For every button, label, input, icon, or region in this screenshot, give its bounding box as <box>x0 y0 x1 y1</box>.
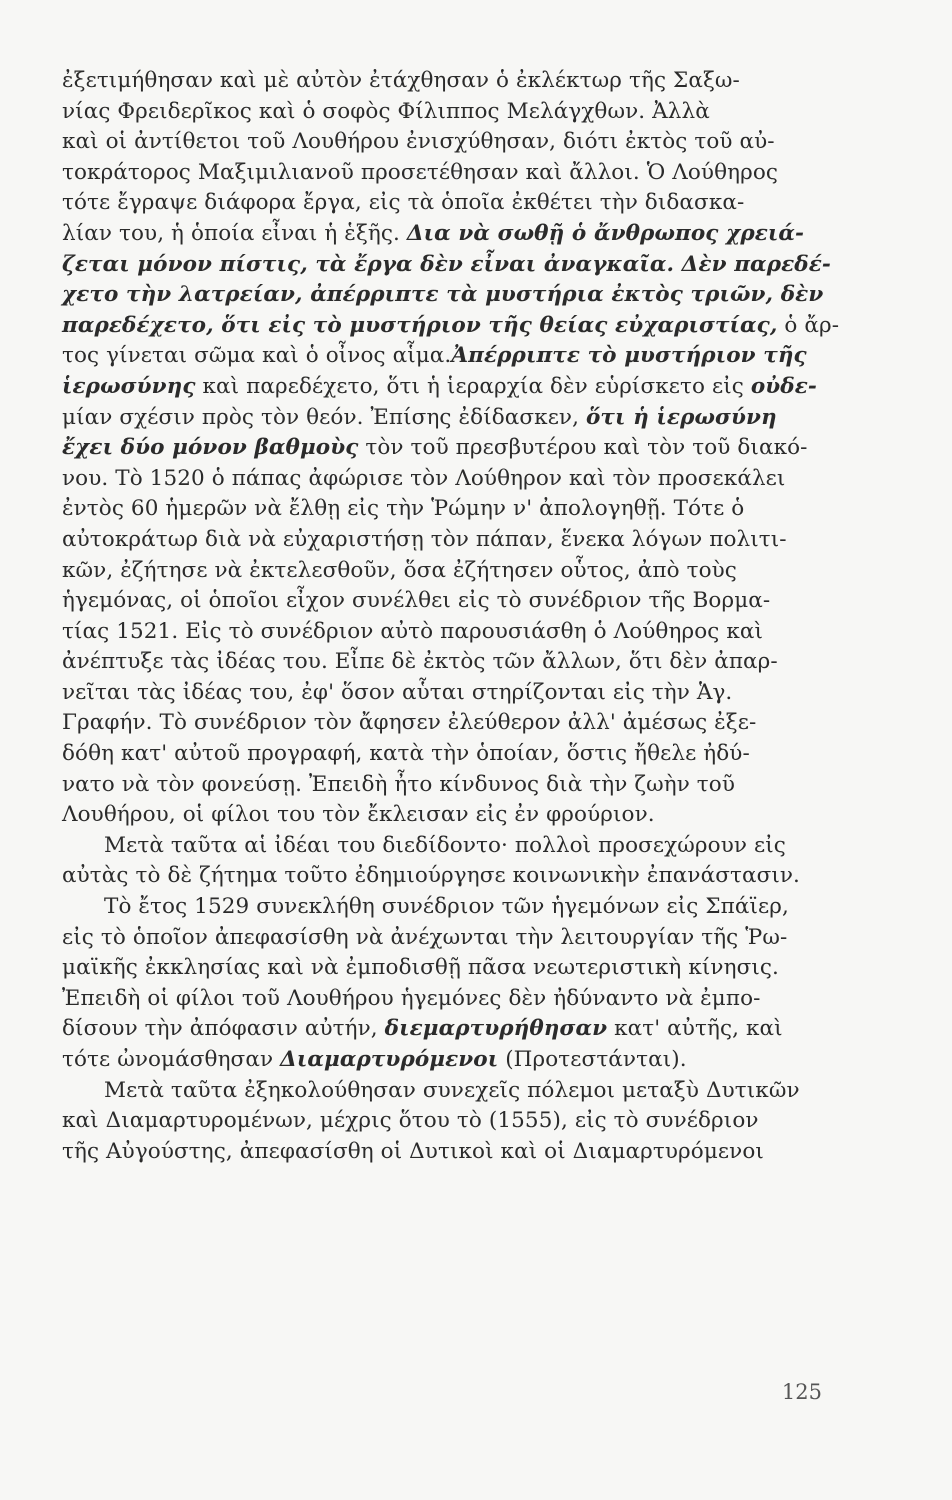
paragraph-luther-teaching <box>62 66 840 831</box>
text-run: (Προτεστάνται). <box>505 1047 687 1072</box>
emphasis: ὅτι ἡ ἱερωσύνη <box>585 404 777 430</box>
text-line: Τὸ ἔτος 1529 συνεκλήθη συνέδριον τῶν ἡγεμόνων εἰς Σπάϊερ, <box>104 894 789 920</box>
text-run: μίαν σχέσιν πρὸς τὸν θεόν. Ἐπίσης ἐδίδασκεν, <box>62 404 580 430</box>
text-run: ὁ ἄρ- <box>784 312 840 338</box>
text-line <box>62 372 822 403</box>
emphasis: Δια νὰ σωθῇ ὁ ἄνθρωπος χρειά- <box>406 220 805 246</box>
text-line <box>62 280 822 311</box>
text-run: λίαν του, ἡ ὁποία εἶναι ἡ ἑξῆς. <box>62 220 400 246</box>
text-line <box>62 1014 822 1045</box>
text-line: νίας Φρειδερῖκος καὶ ὁ σοφὸς Φίλιππος Μελάγχθων. Ἀλλὰ <box>62 98 710 124</box>
text-run: δίσουν τὴν ἀπόφασιν αὐτήν, <box>62 1016 378 1042</box>
text-line <box>62 311 840 342</box>
text-line: Μετὰ ταῦτα αἱ ἰδέαι του διεδίδοντο· πολλοὶ προσεχώρουν εἰς <box>104 832 786 858</box>
emphasis: ἱερωσύνης <box>62 373 196 399</box>
emphasis: χετο τὴν λατρείαν, ἀπέρριπτε τὰ μυστήρια ἐκτὸς τριῶν, δὲν <box>62 282 824 308</box>
text-run: τὸν τοῦ πρεσβυτέρου καὶ τὸν τοῦ διακό- <box>365 435 808 461</box>
paragraph-social-revolution <box>62 831 822 892</box>
paragraph-augsburg <box>62 1076 822 1168</box>
text-line: νατο νὰ τὸν φονεύσῃ. Ἐπειδὴ ἦτο κίνδυνος διὰ τὴν ζωὴν τοῦ <box>62 771 736 797</box>
text-line: αὐτοκράτωρ διὰ νὰ εὐχαριστήσῃ τὸν πάπαν, ἕνεκα λόγων πολιτι- <box>62 526 787 552</box>
text-line: Λουθήρου, οἱ φίλοι του τὸν ἔκλεισαν εἰς ἐν φρούριον. <box>62 802 655 828</box>
text-line <box>62 219 822 250</box>
text-line: τῆς Αὐγούστης, ἀπεφασίσθη οἱ Δυτικοὶ καὶ οἱ Διαμαρτυρόμενοι <box>62 1138 764 1164</box>
text-line: δόθη κατ' αὐτοῦ προγραφή, κατὰ τὴν ὁποίαν, ὅστις ἤθελε ἠδύ- <box>62 741 750 767</box>
text-line <box>62 1045 822 1076</box>
emphasis: ἔχει δύο μόνον βαθμοὺς <box>62 435 359 461</box>
emphasis: Διαμαρτυρόμενοι <box>280 1047 499 1072</box>
text-line: τοκράτορος Μαξιμιλιανοῦ προσετέθησαν καὶ ἄλλοι. Ὁ Λούθηρος <box>62 159 779 185</box>
text-line: ἡγεμόνας, οἱ ὁποῖοι εἶχον συνέλθει εἰς τὸ συνέδριον τῆς Βορμα- <box>62 588 771 614</box>
emphasis: ζεται μόνον πίστις, τὰ ἔργα δὲν εἶναι ἀναγκαῖα. Δὲν παρεδέ- <box>62 251 831 277</box>
emphasis: παρεδέχετο, ὅτι εἰς τὸ μυστήριον τῆς θείας εὐχαριστίας, <box>62 312 778 338</box>
text-line: τίας 1521. Εἰς τὸ συνέδριον αὐτὸ παρουσιάσθη ὁ Λούθηρος καὶ <box>62 618 764 644</box>
emphasis: οὐδε- <box>750 373 817 399</box>
emphasis: Ἀπέρριπτε τὸ μυστήριον τῆς <box>451 343 807 369</box>
text-line: ἀνέπτυξε τὰς ἰδέας του. Εἶπε δὲ ἐκτὸς τῶν ἄλλων, ὅτι δὲν ἀπαρ- <box>62 649 778 675</box>
body-text <box>62 66 840 1167</box>
text-run: τότε ὠνομάσθησαν <box>62 1047 274 1072</box>
text-line: καὶ Διαμαρτυρομένων, μέχρις ὅτου τὸ (1555), εἰς τὸ συνέδριον <box>62 1108 759 1134</box>
text-line: νου. Τὸ 1520 ὁ πάπας ἀφώρισε τὸν Λούθηρον καὶ τὸν προσεκάλει <box>62 465 786 491</box>
text-line: μαϊκῆς ἐκκλησίας καὶ νὰ ἐμποδισθῇ πᾶσα νεωτεριστικὴ κίνησις. <box>62 955 779 981</box>
text-line: καὶ οἱ ἀντίθετοι τοῦ Λουθήρου ἐνισχύθησαν, διότι ἐκτὸς τοῦ αὐ- <box>62 129 775 155</box>
text-line: Μετὰ ταῦτα ἐξηκολούθησαν συνεχεῖς πόλεμοι μεταξὺ Δυτικῶν <box>104 1077 800 1103</box>
text-run: καὶ παρεδέχετο, ὅτι ἡ ἱεραρχία δὲν εὑρίσκετο εἰς <box>202 373 744 399</box>
text-line: κῶν, ἐζήτησε νὰ ἐκτελεσθοῦν, ὅσα ἐζήτησεν οὗτος, ἀπὸ τοὺς <box>62 557 737 583</box>
text-line: εἰς τὸ ὁποῖον ἀπεφασίσθη νὰ ἀνέχωνται τὴν λειτουργίαν τῆς Ῥω- <box>62 924 788 950</box>
text-run: τος γίνεται σῶμα καὶ ὁ οἶνος αἷμα. <box>62 343 452 369</box>
text-line <box>62 341 822 372</box>
text-line: ἐξετιμήθησαν καὶ μὲ αὐτὸν ἐτάχθησαν ὁ ἐκλέκτωρ τῆς Σαξω- <box>62 68 740 93</box>
paragraph-speyer-council <box>62 892 822 1076</box>
page-number: 125 <box>781 1380 822 1404</box>
text-line: νεῖται τὰς ἰδέας του, ἐφ' ὅσον αὗται στηρίζονται εἰς τὴν Ἁγ. <box>62 679 733 705</box>
emphasis: διεμαρτυρήθησαν <box>384 1016 608 1042</box>
text-line <box>62 403 822 434</box>
text-line: Ἐπειδὴ οἱ φίλοι τοῦ Λουθήρου ἡγεμόνες δὲν ἠδύναντο νὰ ἐμπο- <box>62 985 761 1011</box>
text-line: τότε ἔγραψε διάφορα ἔργα, εἰς τὰ ὁποῖα ἐκθέτει τὴν διδασκα- <box>62 190 745 216</box>
text-line: Γραφήν. Τὸ συνέδριον τὸν ἄφησεν ἐλεύθερον ἀλλ' ἀμέσως ἐξε- <box>62 710 757 736</box>
text-line: ἐντὸς 60 ἡμερῶν νὰ ἔλθῃ εἰς τὴν Ῥώμην ν' ἀπολογηθῇ. Τότε ὁ <box>62 496 745 522</box>
text-run: κατ' αὐτῆς, καὶ <box>614 1016 783 1042</box>
text-line <box>62 250 831 281</box>
text-line <box>62 433 822 464</box>
text-line: αὐτὰς τὸ δὲ ζήτημα τοῦτο ἐδημιούργησε κοινωνικὴν ἐπανάστασιν. <box>62 863 800 889</box>
